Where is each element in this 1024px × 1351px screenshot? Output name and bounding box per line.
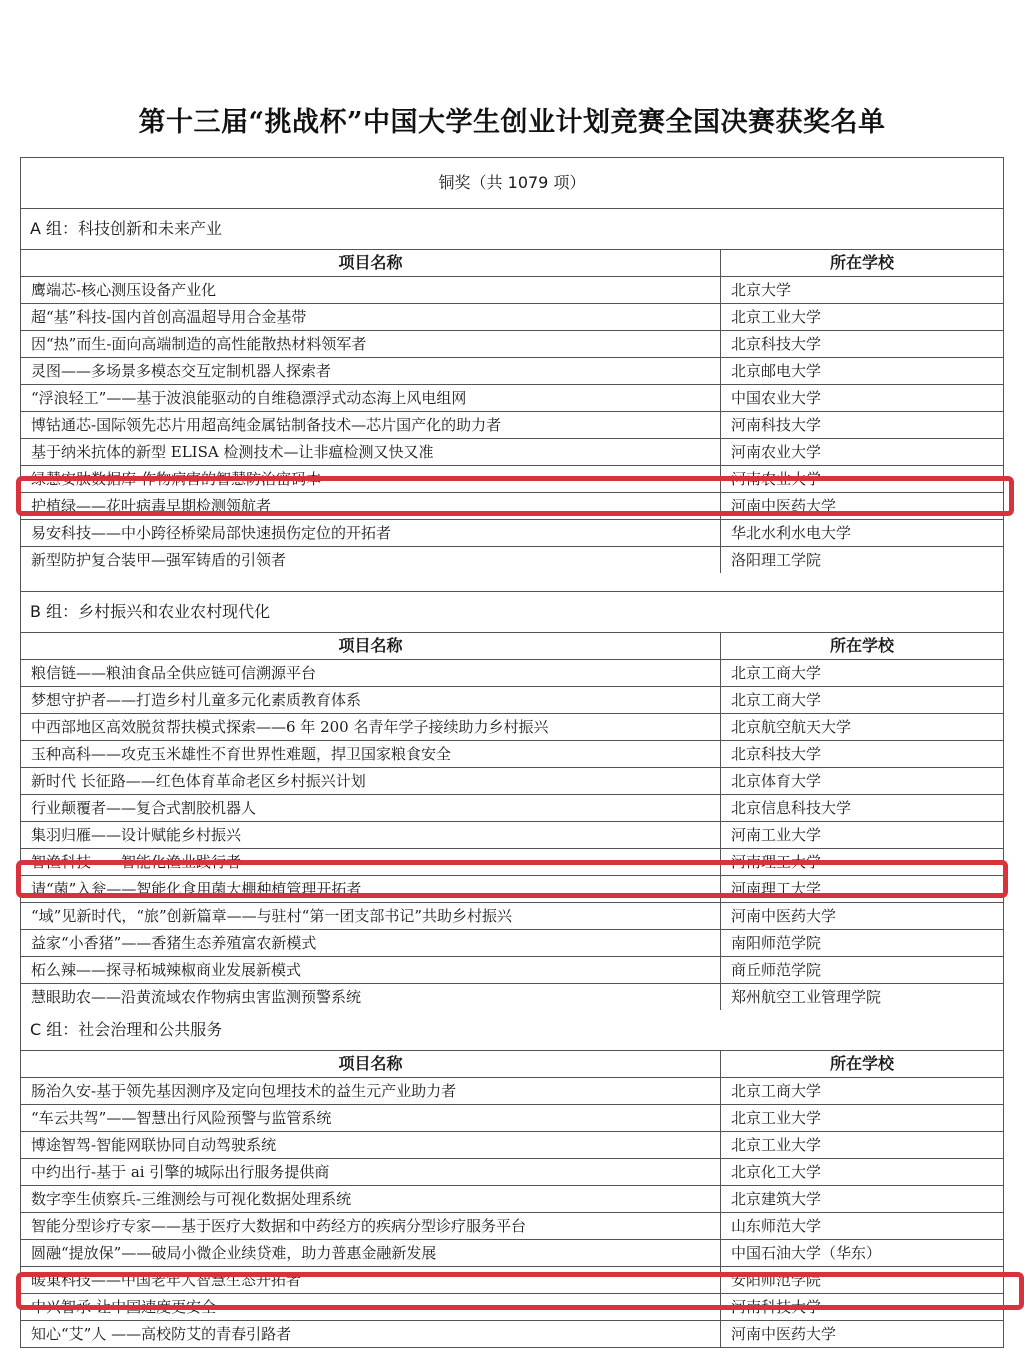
group-title-b: B 组：乡村振兴和农业农村现代化 [21,592,1003,633]
school-cell: 北京大学 [731,281,792,299]
project-name-cell: 集羽归雁——设计赋能乡村振兴 [21,822,721,848]
project-name-cell: 因“热”而生-面向高端制造的高性能散热材料领军者 [21,331,721,357]
table-row [21,1159,1003,1186]
project-name-cell: 中约出行-基于 ai 引擎的城际出行服务提供商 [21,1159,721,1185]
project-name-cell: 玉种高科——攻克玉米雄性不育世界性难题，捍卫国家粮食安全 [21,741,721,767]
school-cell: 河南农业大学 [731,443,822,461]
table-row [21,1105,1003,1132]
school-cell: 郑州航空工业管理学院 [731,988,882,1006]
table-row [21,1294,1003,1321]
project-name-cell: 知心“艾”人 ——高校防艾的青春引路者 [21,1321,721,1347]
project-name-cell: 慧眼助农——沿黄流域农作物病虫害监测预警系统 [21,984,721,1010]
project-name-cell: 益家“小香猪”——香猪生态养殖富农新模式 [21,930,721,956]
school-cell: 北京工商大学 [731,1082,822,1100]
table-row [21,795,1003,822]
school-cell: 中国农业大学 [731,389,822,407]
project-name-cell: “车云共驾”——智慧出行风险预警与监管系统 [21,1105,721,1131]
project-name-cell: 梦想守护者——打造乡村儿童多元化素质教育体系 [21,687,721,713]
table-row [21,741,1003,768]
school-cell: 北京邮电大学 [731,362,822,380]
table-row [21,358,1003,385]
table-row [21,768,1003,795]
school-cell: 北京工商大学 [731,664,822,682]
project-name-cell: 易安科技——中小跨径桥梁局部快速损伤定位的开拓者 [21,520,721,546]
group-a-rows [21,277,1003,573]
project-name-cell: 柘么辣——探寻柘城辣椒商业发展新模式 [21,957,721,983]
project-name-cell: 新型防护复合装甲—强军铸盾的引领者 [21,547,721,573]
project-name-cell: 中西部地区高效脱贫帮扶模式探索——6 年 200 名青年学子接续助力乡村振兴 [21,714,721,740]
school-cell: 商丘师范学院 [731,961,822,979]
page-title: 第十三届“挑战杯”中国大学生创业计划竞赛全国决赛获奖名单 [138,107,886,138]
school-cell: 北京建筑大学 [731,1190,822,1208]
school-cell: 华北水利水电大学 [731,524,852,542]
school-cell: 河南中医药大学 [731,1325,837,1343]
table-row [21,331,1003,358]
column-header-project: 项目名称 [21,633,721,659]
table-row [21,687,1003,714]
table-header [21,1051,1003,1078]
table-row [21,520,1003,547]
school-cell: 北京体育大学 [731,772,822,790]
project-name-cell: “域”见新时代，“旅”创新篇章——与驻村“第一团支部书记”共助乡村振兴 [21,903,721,929]
project-name-cell: 新时代 长征路——红色体育革命老区乡村振兴计划 [21,768,721,794]
award-banner: 铜奖（共 1079 项） [21,158,1003,209]
table-row [21,1132,1003,1159]
table-row [21,1267,1003,1294]
project-name-cell: 护植绿——花叶病毒早期检测领航者 [21,493,721,519]
school-cell: 北京化工大学 [731,1163,822,1181]
project-name-cell: 请“菌”入瓮——智能化食用菌大棚种植管理开拓者 [21,876,721,902]
school-cell: 洛阳理工学院 [731,551,822,569]
award-table [20,157,1004,1348]
table-row [21,660,1003,687]
group-b-rows [21,660,1003,1010]
school-cell: 河南农业大学 [731,470,822,488]
table-header [21,633,1003,660]
table-header [21,250,1003,277]
column-header-school: 所在学校 [829,253,894,272]
table-row [21,1321,1003,1347]
school-cell: 北京工业大学 [731,1109,822,1127]
project-name-cell: 智能分型诊疗专家——基于医疗大数据和中药经方的疾病分型诊疗服务平台 [21,1213,721,1239]
group-spacer [21,573,1003,592]
table-row [21,1240,1003,1267]
project-name-cell: 中兴智承-让中国速度更安全 [21,1294,721,1320]
school-cell: 北京科技大学 [731,335,822,353]
table-row [21,984,1003,1010]
project-name-cell: 行业颠覆者——复合式割胶机器人 [21,795,721,821]
school-cell: 北京工业大学 [731,308,822,326]
school-cell: 北京工商大学 [731,691,822,709]
school-cell: 南阳师范学院 [731,934,822,952]
table-row [21,1186,1003,1213]
school-cell: 河南中医药大学 [731,497,837,515]
project-name-cell: 超“基”科技-国内首创高温超导用合金基带 [21,304,721,330]
project-name-cell: 博途智驾-智能网联协同自动驾驶系统 [21,1132,721,1158]
project-name-cell: 圆融“提放保”——破局小微企业续贷难，助力普惠金融新发展 [21,1240,721,1266]
project-name-cell: 灵图——多场景多模态交互定制机器人探索者 [21,358,721,384]
school-cell: 北京航空航天大学 [731,718,852,736]
project-name-cell: 肠治久安-基于领先基因测序及定向包埋技术的益生元产业助力者 [21,1078,721,1104]
table-row [21,849,1003,876]
project-name-cell: 绿慧安肽数据库-作物病害的智慧防治密码本 [21,466,721,492]
column-header-school: 所在学校 [829,1054,894,1073]
table-row [21,385,1003,412]
table-row [21,876,1003,903]
table-row [21,547,1003,573]
table-row [21,1078,1003,1105]
column-header-project: 项目名称 [21,250,721,276]
project-name-cell: 暖巢科技——中国老年人智慧生态开拓者 [21,1267,721,1293]
school-cell: 北京工业大学 [731,1136,822,1154]
table-row [21,304,1003,331]
project-name-cell: 博钴通芯-国际领先芯片用超高纯金属钴制备技术—芯片国产化的助力者 [21,412,721,438]
school-cell: 北京科技大学 [731,745,822,763]
school-cell: 河南科技大学 [731,1298,822,1316]
table-row [21,957,1003,984]
school-cell: 安阳师范学院 [731,1271,822,1289]
table-row [21,412,1003,439]
table-row [21,277,1003,304]
table-row [21,903,1003,930]
column-header-project: 项目名称 [21,1051,721,1077]
school-cell: 河南中医药大学 [731,907,837,925]
group-title-a: A 组：科技创新和未来产业 [21,209,1003,250]
project-name-cell: “浮浪轻工”——基于波浪能驱动的自维稳漂浮式动态海上风电组网 [21,385,721,411]
school-cell: 河南科技大学 [731,416,822,434]
school-cell: 中国石油大学（华东） [731,1244,882,1262]
table-row [21,439,1003,466]
project-name-cell: 基于纳米抗体的新型 ELISA 检测技术—让非瘟检测又快又准 [21,439,721,465]
table-row [21,1213,1003,1240]
table-row [21,822,1003,849]
table-row [21,493,1003,520]
project-name-cell: 鹰端芯-核心测压设备产业化 [21,277,721,303]
school-cell: 河南理工大学 [731,853,822,871]
column-header-school: 所在学校 [829,636,894,655]
school-cell: 山东师范大学 [731,1217,822,1235]
table-row [21,714,1003,741]
project-name-cell: 数字孪生侦察兵-三维测绘与可视化数据处理系统 [21,1186,721,1212]
project-name-cell: 粮信链——粮油食品全供应链可信溯源平台 [21,660,721,686]
table-row [21,930,1003,957]
school-cell: 河南理工大学 [731,880,822,898]
project-name-cell: 智渔科技——智能化渔业践行者 [21,849,721,875]
group-c-rows [21,1078,1003,1347]
school-cell: 北京信息科技大学 [731,799,852,817]
table-row [21,466,1003,493]
school-cell: 河南工业大学 [731,826,822,844]
group-title-c: C 组：社会治理和公共服务 [21,1010,1003,1051]
